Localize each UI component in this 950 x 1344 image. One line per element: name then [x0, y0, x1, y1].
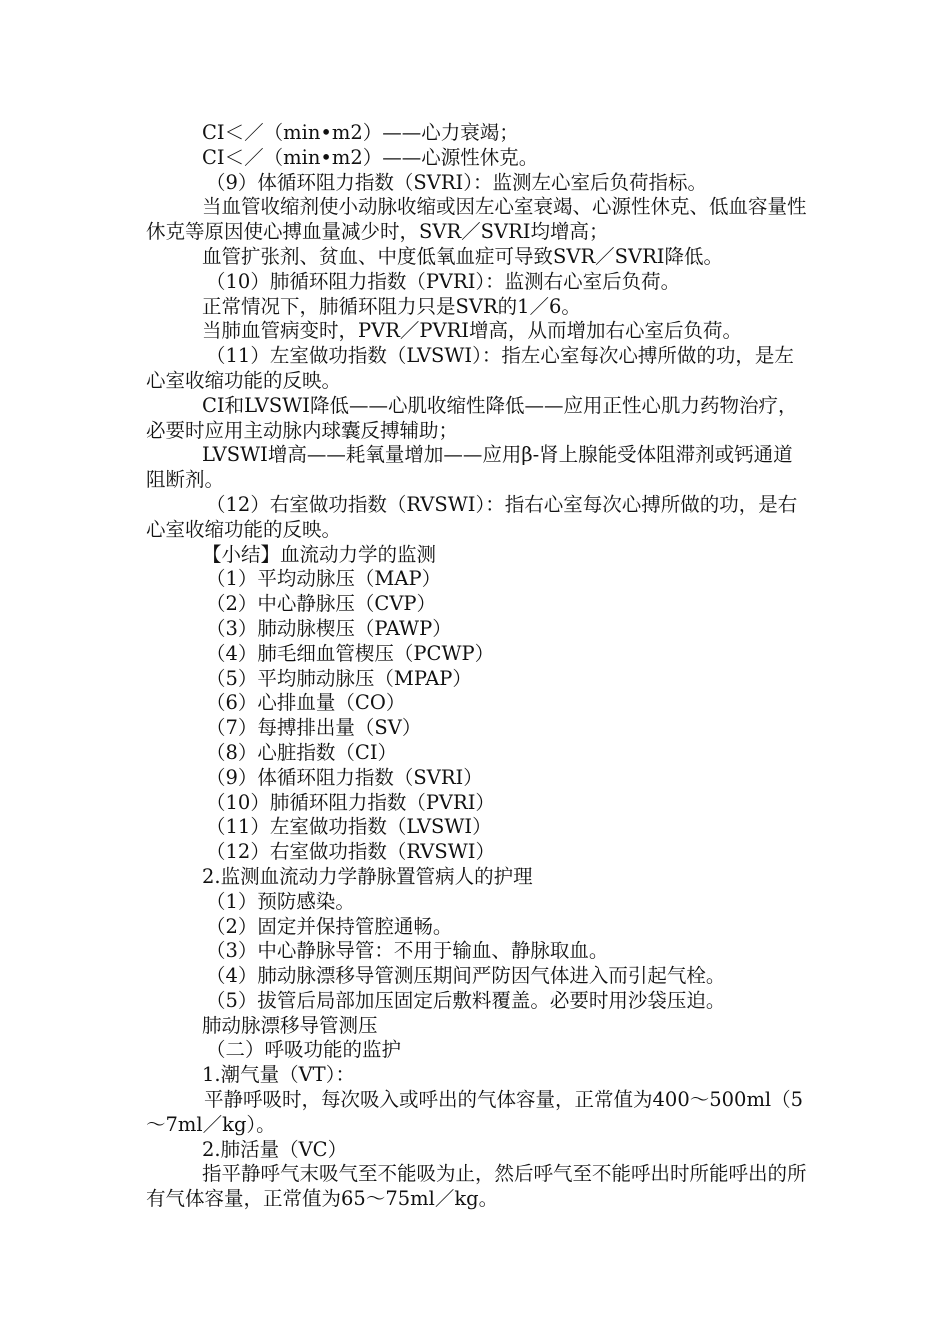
paragraph-ci-cardiogenic-shock: CI＜／（min•m2）——心源性休克。: [202, 145, 539, 169]
list-item: （4）肺毛细血管楔压（PCWP）: [206, 641, 495, 665]
paragraph-svr-decrease: 血管扩张剂、贫血、中度低氧血症可导致SVR／SVRI降低。: [202, 244, 723, 268]
list-item: （4）肺动脉漂移导管测压期间严防因气体进入而引起气栓。: [206, 964, 726, 988]
list-item: （1）平均动脉压（MAP）: [206, 567, 442, 591]
section-heading-respiratory: （二）呼吸功能的监护: [206, 1038, 402, 1062]
list-item: （1）预防感染。: [206, 889, 355, 913]
list-item: （6）心排血量（CO）: [206, 691, 406, 715]
subheading-tidal-volume: 1.潮气量（VT）：: [202, 1063, 355, 1087]
list-item: （11）左室做功指数（LVSWI）: [206, 815, 492, 839]
list-item: （9）体循环阻力指数（SVRI）: [206, 765, 483, 789]
paragraph-pvr-normal: 正常情况下，肺循环阻力只是SVR的1／6。: [202, 294, 581, 318]
list-item: （3）中心静脉导管：不用于输血、静脉取血。: [206, 939, 609, 963]
list-item: （8）心脏指数（CI）: [206, 740, 398, 764]
list-item: （2）固定并保持管腔通畅。: [206, 914, 453, 938]
summary-heading: 【小结】血流动力学的监测: [202, 542, 437, 566]
list-item: （12）右室做功指数（RVSWI）: [206, 840, 495, 864]
list-item: （7）每搏排出量（SV）: [206, 716, 422, 740]
paragraph-tidal-volume: 平静呼吸时，每次吸入或呼出的气体容量，正常值为400～500ml（5～7ml／kg）。: [146, 1088, 804, 1136]
paragraph-lvswi-heading: （11）左室做功指数（LVSWI）：指左心室每次心搏所做的功，是左心室收缩功能的反映。: [146, 344, 794, 392]
list-item: （3）肺动脉楔压（PAWP）: [206, 616, 452, 640]
paragraph-svri-heading: （9）体循环阻力指数（SVRI）：监测左心室后负荷指标。: [206, 170, 707, 194]
document-body: [146, 121, 810, 1212]
paragraph-svr-increase: 当血管收缩剂使小动脉收缩或因左心室衰竭、心源性休克、低血容量性休克等原因使心搏血量减少时，SVR／SVRI均增高；: [146, 195, 807, 244]
paragraph-ci-heart-failure: CI＜／（min•m2）——心力衰竭；: [202, 121, 519, 144]
list-item: （10）肺循环阻力指数（PVRI）: [206, 790, 495, 814]
subheading-vital-capacity: 2.肺活量（VC）: [202, 1137, 348, 1161]
paragraph-lvswi-decrease: CI和LVSWI降低——心肌收缩性降低——应用正性心肌力药物治疗，必要时应用主动脉内球囊反搏辅助；: [146, 393, 798, 442]
paragraph-pvri-heading: （10）肺循环阻力指数（PVRI）：监测右心室后负荷。: [206, 269, 681, 293]
paragraph-rvswi-heading: （12）右室做功指数（RVSWI）：指右心室每次心搏所做的功，是右心室收缩功能的反映。: [146, 492, 798, 541]
paragraph-vital-capacity: 指平静呼气末吸气至不能吸为止，然后呼气至不能呼出时所能呼出的所有气体容量，正常值为65～75ml／kg。: [146, 1162, 807, 1211]
paragraph-lvswi-increase: LVSWI增高——耗氧量增加——应用β-肾上腺能受体阻滞剂或钙通道阻断剂。: [146, 443, 793, 492]
paragraph-pvr-increase: 当肺血管病变时，PVR／PVRI增高，从而增加右心室后负荷。: [202, 319, 742, 343]
section-heading-catheter-care: 2.监测血流动力学静脉置管病人的护理: [202, 864, 533, 888]
list-item: （5）拔管后局部加压固定后敷料覆盖。必要时用沙袋压迫。: [206, 988, 726, 1012]
paragraph-catheter-title: 肺动脉漂移导管测压: [202, 1013, 378, 1037]
list-item: （2）中心静脉压（CVP）: [206, 592, 437, 616]
list-item: （5）平均肺动脉压（MPAP）: [206, 666, 472, 690]
